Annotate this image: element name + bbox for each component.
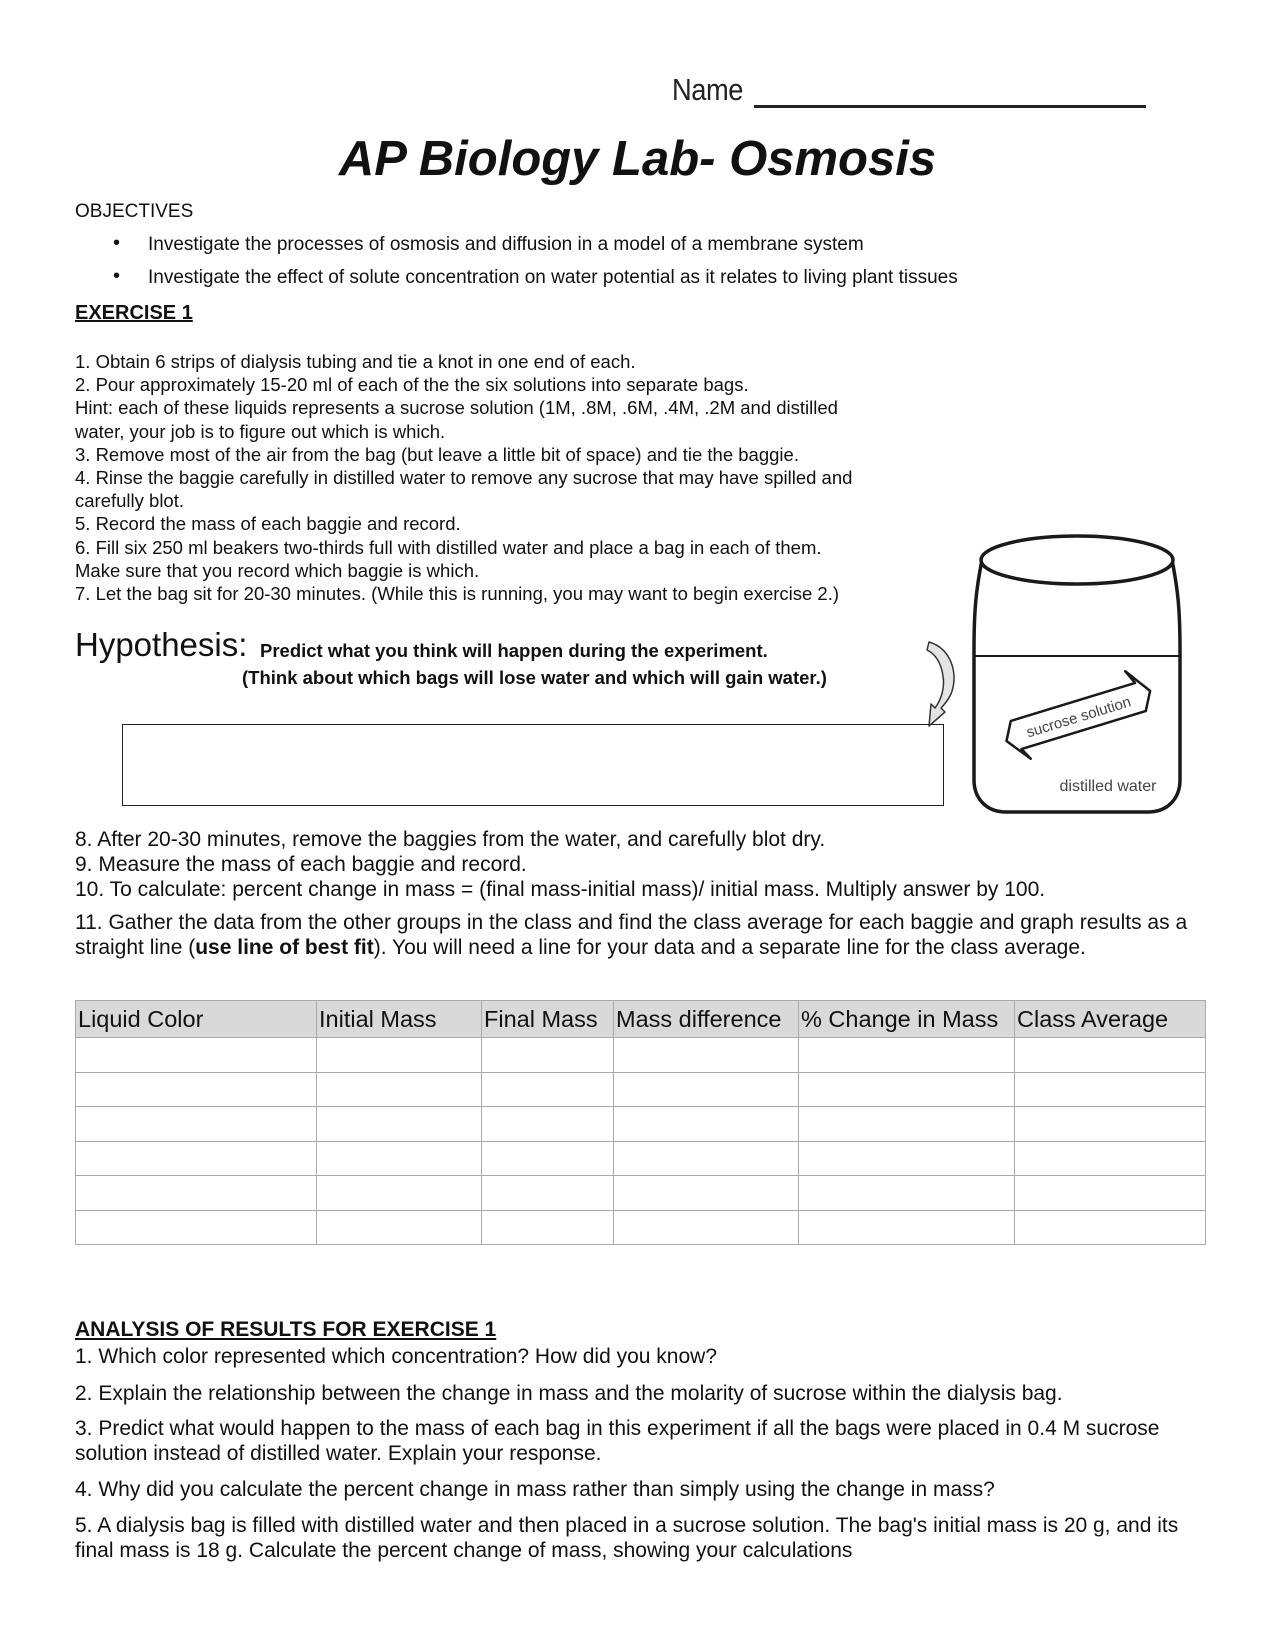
analysis-question: 4. Why did you calculate the percent change in mass rather than simply using the change in mass? [75, 1478, 995, 1501]
procedure-steps [75, 350, 975, 605]
beaker-figure [970, 530, 1185, 820]
column-header: Class Average [1015, 1001, 1206, 1038]
table-row [76, 1038, 1206, 1073]
table-cell[interactable] [76, 1176, 317, 1211]
table-cell[interactable] [482, 1072, 614, 1107]
table-cell[interactable] [76, 1107, 317, 1142]
table-row [76, 1141, 1206, 1176]
table-cell[interactable] [614, 1141, 799, 1176]
table-cell[interactable] [799, 1038, 1015, 1073]
table-cell[interactable] [317, 1072, 482, 1107]
table-cell[interactable] [76, 1072, 317, 1107]
table-row [76, 1210, 1206, 1245]
step-line: 8. After 20-30 minutes, remove the baggies from the water, and carefully blot dry. [75, 828, 826, 851]
table-cell[interactable] [482, 1210, 614, 1245]
bullet-icon: • [113, 265, 121, 287]
table-cell[interactable] [799, 1210, 1015, 1245]
step-11-text: 11. Gather the data from the other groups in the class and find the class average for each baggie and graph results as a straight line ( [75, 911, 1188, 959]
column-header: Mass difference [614, 1001, 799, 1038]
analysis-heading: ANALYSIS OF RESULTS FOR EXERCISE 1 [75, 1318, 497, 1341]
step-line: 6. Fill six 250 ml beakers two-thirds full with distilled water and place a bag in each of them. [75, 536, 822, 558]
page-title: AP Biology Lab- Osmosis [338, 132, 937, 186]
table-cell[interactable] [1015, 1141, 1206, 1176]
step-11-emphasis: use line of best fit [195, 935, 374, 959]
step-line: Make sure that you record which baggie is which. [75, 559, 480, 581]
table-cell[interactable] [1015, 1210, 1206, 1245]
data-table [75, 1000, 1206, 1245]
exercise-heading: EXERCISE 1 [75, 302, 193, 324]
table-cell[interactable] [76, 1210, 317, 1245]
step-line: 10. To calculate: percent change in mass = (final mass-initial mass)/ initial mass. Multiply answer by 100. [75, 878, 1046, 901]
step-line: 1. Obtain 6 strips of dialysis tubing and tie a knot in one end of each. [75, 351, 636, 372]
step-line: 5. Record the mass of each baggie and record. [75, 513, 461, 535]
table-cell[interactable] [317, 1038, 482, 1073]
column-header: Final Mass [482, 1001, 614, 1038]
table-cell[interactable] [1015, 1038, 1206, 1073]
analysis-question: 2. Explain the relationship between the change in mass and the molarity of sucrose within the dialysis bag. [75, 1382, 1063, 1405]
table-cell[interactable] [482, 1038, 614, 1073]
table-cell[interactable] [317, 1107, 482, 1142]
table-cell[interactable] [482, 1176, 614, 1211]
table-cell[interactable] [317, 1141, 482, 1176]
table-cell[interactable] [799, 1107, 1015, 1142]
step-11-text-end: ). You will need a line for your data and a separate line for the class average. [373, 935, 1086, 959]
curved-arrow-icon [915, 640, 965, 732]
name-field[interactable] [754, 105, 1146, 108]
step-line: carefully blot. [75, 490, 184, 512]
table-header-row [76, 1001, 1206, 1038]
table-cell[interactable] [614, 1107, 799, 1142]
procedure-steps-2 [75, 827, 1195, 902]
table-cell[interactable] [1015, 1176, 1206, 1211]
analysis-question: 5. A dialysis bag is filled with distilled water and then placed in a sucrose solution. The bag's initial mass is 20 g, and its final mass is 18 g. Calculate the percent change of mass, showing your calculations [75, 1514, 1179, 1562]
bullet-icon: • [113, 232, 121, 254]
table-cell[interactable] [1015, 1107, 1206, 1142]
table-cell[interactable] [1015, 1072, 1206, 1107]
table-cell[interactable] [76, 1038, 317, 1073]
table-cell[interactable] [317, 1210, 482, 1245]
table-cell[interactable] [614, 1176, 799, 1211]
step-line: water, your job is to figure out which is which. [75, 420, 446, 442]
column-header: % Change in Mass [799, 1001, 1015, 1038]
column-header: Liquid Color [76, 1001, 317, 1038]
table-cell[interactable] [614, 1210, 799, 1245]
objective-item [113, 265, 958, 289]
table-cell[interactable] [614, 1072, 799, 1107]
table-row [76, 1072, 1206, 1107]
water-label: distilled water [1059, 778, 1157, 795]
objectives-heading: OBJECTIVES [75, 201, 194, 222]
table-cell[interactable] [76, 1141, 317, 1176]
hypothesis-label: Hypothesis: [75, 626, 248, 663]
hypothesis-answer-box[interactable] [122, 724, 944, 806]
table-row [76, 1176, 1206, 1211]
table-cell[interactable] [482, 1107, 614, 1142]
step-line: Hint: each of these liquids represents a sucrose solution (1M, .8M, .6M, .4M, .2M and distilled [75, 397, 838, 419]
step-11 [75, 911, 1195, 960]
column-header: Initial Mass [317, 1001, 482, 1038]
table-cell[interactable] [799, 1072, 1015, 1107]
table-cell[interactable] [317, 1176, 482, 1211]
objective-item [113, 232, 864, 256]
table-cell[interactable] [799, 1176, 1015, 1211]
analysis-question: 3. Predict what would happen to the mass of each bag in this experiment if all the bags were placed in 0.4 M sucrose solution instead of distilled water. Explain your response. [75, 1417, 1160, 1465]
objective-text: Investigate the effect of solute concentration on water potential as it relates to living plant tissues [148, 267, 958, 288]
objective-text: Investigate the processes of osmosis and diffusion in a model of a membrane system [148, 234, 864, 255]
step-line: 9. Measure the mass of each baggie and record. [75, 853, 527, 876]
name-label: Name [672, 72, 744, 107]
table-cell[interactable] [799, 1141, 1015, 1176]
step-line: 7. Let the bag sit for 20-30 minutes. (While this is running, you may want to begin exercise 2.) [75, 583, 840, 605]
step-line: 3. Remove most of the air from the bag (but leave a little bit of space) and tie the baggie. [75, 443, 799, 465]
table-cell[interactable] [482, 1141, 614, 1176]
step-line: 4. Rinse the baggie carefully in distilled water to remove any sucrose that may have spilled and [75, 467, 853, 489]
step-line: 2. Pour approximately 15-20 ml of each of the the six solutions into separate bags. [75, 374, 749, 396]
hypothesis-hint: (Think about which bags will lose water and which will gain water.) [242, 667, 827, 688]
table-row [76, 1107, 1206, 1142]
bag-label: sucrose solution [1024, 693, 1134, 742]
table-cell[interactable] [614, 1038, 799, 1073]
hypothesis-prompt: Predict what you think will happen during the experiment. [260, 640, 768, 661]
analysis-question: 1. Which color represented which concentration? How did you know? [75, 1345, 718, 1368]
